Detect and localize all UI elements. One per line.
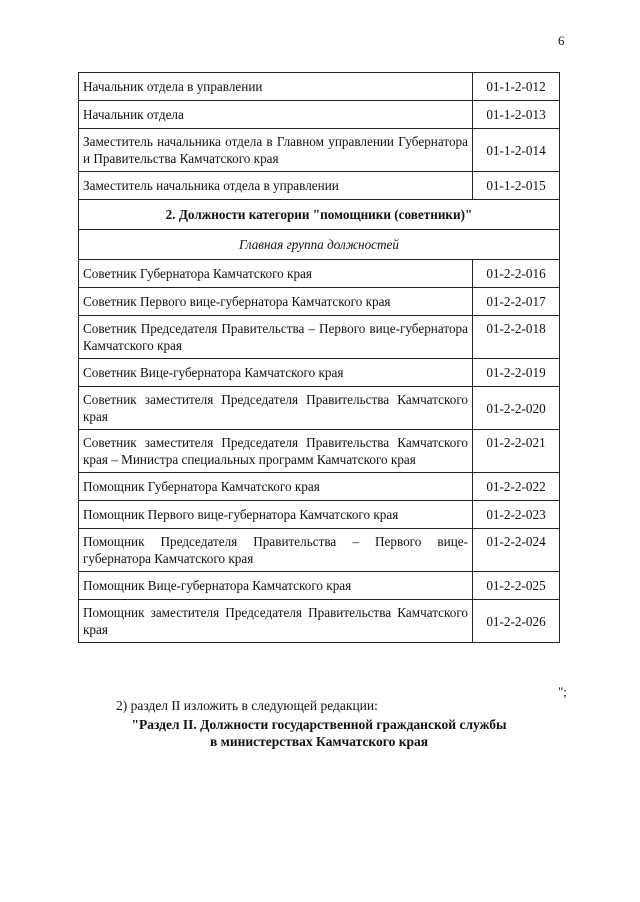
position-title: Советник Председателя Правительства – Первого вице-губернатора Камчатского края — [79, 316, 473, 359]
position-code: 01-2-2-018 — [473, 316, 560, 359]
table-row — [79, 572, 560, 600]
table-row — [79, 359, 560, 387]
position-code: 01-1-2-013 — [473, 101, 560, 129]
section-title: 2. Должности категории "помощники (советники)" — [79, 200, 560, 230]
table-row — [79, 316, 560, 359]
table-row — [79, 288, 560, 316]
amendment-text: 2) раздел II изложить в следующей редакции: — [116, 698, 378, 713]
closing-quote: "; — [558, 684, 567, 699]
position-title: Помощник заместителя Председателя Правительства Камчатского края — [79, 600, 473, 643]
position-code: 01-1-2-015 — [473, 172, 560, 200]
position-code: 01-2-2-021 — [473, 430, 560, 473]
positions-table — [78, 72, 560, 643]
position-code: 01-2-2-020 — [473, 387, 560, 430]
table-row — [79, 260, 560, 288]
section-header-row — [79, 200, 560, 230]
table-row — [79, 101, 560, 129]
table-row — [79, 600, 560, 643]
table-row — [79, 473, 560, 501]
position-title: Помощник Вице-губернатора Камчатского края — [79, 572, 473, 600]
position-title: Начальник отдела в управлении — [79, 73, 473, 101]
group-header-row — [79, 230, 560, 260]
position-code: 01-2-2-026 — [473, 600, 560, 643]
position-title: Заместитель начальника отдела в управлении — [79, 172, 473, 200]
position-title: Советник заместителя Председателя Правительства Камчатского края — [79, 387, 473, 430]
table-row — [79, 501, 560, 529]
position-code: 01-2-2-024 — [473, 529, 560, 572]
position-code: 01-2-2-019 — [473, 359, 560, 387]
position-code: 01-2-2-023 — [473, 501, 560, 529]
page-number: 6 — [558, 33, 565, 48]
position-title: Заместитель начальника отдела в Главном управлении Губернатора и Правительства Камчатского края — [79, 129, 473, 172]
position-code: 01-2-2-016 — [473, 260, 560, 288]
section-heading-line: "Раздел II. Должности государственной гражданской службы — [131, 717, 507, 732]
table-row — [79, 529, 560, 572]
table-row — [79, 387, 560, 430]
table-row — [79, 430, 560, 473]
table-row — [79, 172, 560, 200]
position-code: 01-2-2-022 — [473, 473, 560, 501]
position-title: Советник Губернатора Камчатского края — [79, 260, 473, 288]
section-heading-line: в министерствах Камчатского края — [209, 734, 429, 749]
table-row — [79, 129, 560, 172]
position-code: 01-1-2-012 — [473, 73, 560, 101]
position-title: Советник заместителя Председателя Правительства Камчатского края – Министра специальных программ Камчатского края — [79, 430, 473, 473]
group-title: Главная группа должностей — [79, 230, 560, 260]
position-title: Начальник отдела — [79, 101, 473, 129]
table-row — [79, 73, 560, 101]
position-title: Помощник Председателя Правительства – Первого вице-губернатора Камчатского края — [79, 529, 473, 572]
position-code: 01-2-2-025 — [473, 572, 560, 600]
position-title: Советник Вице-губернатора Камчатского края — [79, 359, 473, 387]
position-code: 01-1-2-014 — [473, 129, 560, 172]
position-title: Помощник Первого вице-губернатора Камчатского края — [79, 501, 473, 529]
position-title: Советник Первого вице-губернатора Камчатского края — [79, 288, 473, 316]
section-heading — [78, 716, 560, 750]
position-title: Помощник Губернатора Камчатского края — [79, 473, 473, 501]
position-code: 01-2-2-017 — [473, 288, 560, 316]
